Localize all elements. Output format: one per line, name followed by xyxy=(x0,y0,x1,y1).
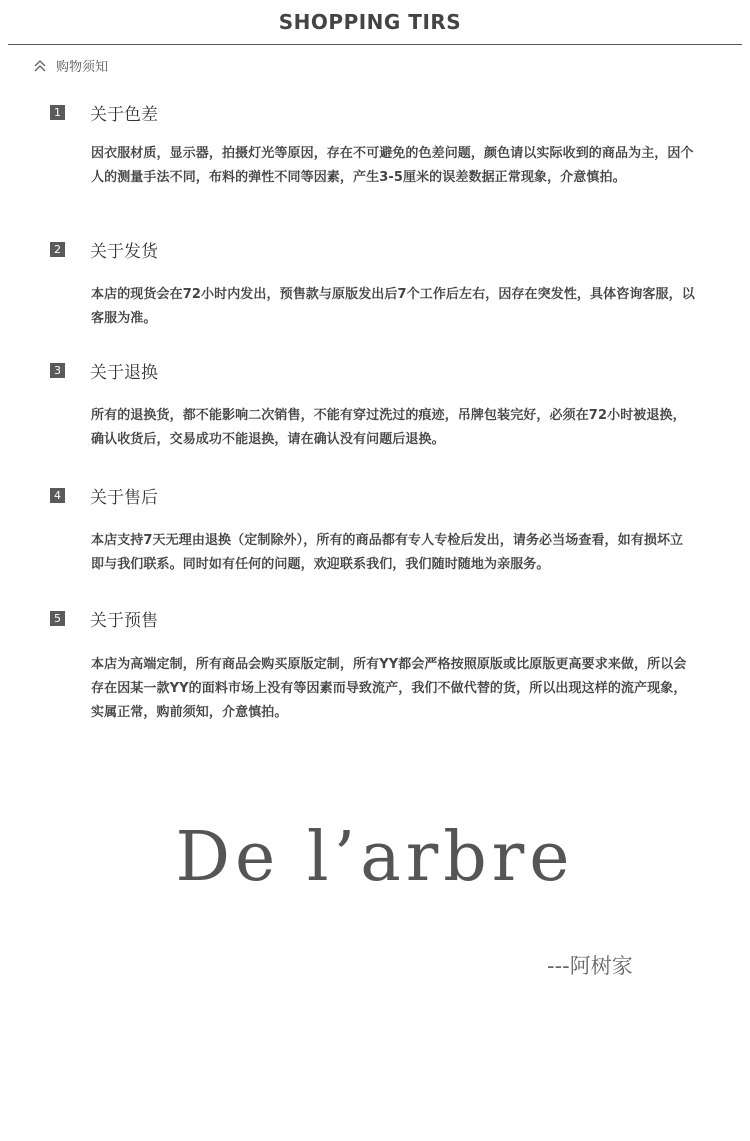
section-title: 关于发货 xyxy=(90,241,158,262)
section-body: 本店的现货会在72小时内发出，预售款与原版发出后7个工作后左右，因存在突发性，具体咨询客服，以客服为准。 xyxy=(91,287,695,326)
section-shipping xyxy=(50,238,700,331)
brand-logo-text: De l’arbre xyxy=(175,818,575,897)
section-header xyxy=(50,359,700,381)
section-body: 本店为高端定制，所有商品会购买原版定制，所有YY都会严格按照原版或比原版更高要求来做，所以会存在因某一款YY的面料市场上没有等因素而导致流产，我们不做代替的货，所以出现这样的流产现象，实属正常，购前须知，介意慎拍。 xyxy=(91,657,687,720)
section-number: 4 xyxy=(50,488,65,503)
section-header xyxy=(50,607,700,629)
header-divider xyxy=(8,44,742,45)
section-number: 5 xyxy=(50,611,65,626)
section-title: 关于售后 xyxy=(90,487,158,508)
section-number: 1 xyxy=(50,105,65,120)
section-title: 关于色差 xyxy=(90,104,158,125)
section-after-sales xyxy=(50,484,700,577)
section-body: 所有的退换货，都不能影响二次销售，不能有穿过洗过的痕迹，吊牌包装完好，必须在72小时被退换，确认收货后，交易成功不能退换，请在确认没有问题后退换。 xyxy=(91,408,686,447)
section-header xyxy=(50,238,700,260)
chevron-up-double-icon xyxy=(32,58,48,74)
section-color-difference xyxy=(50,101,700,190)
section-title: 关于预售 xyxy=(90,610,158,631)
section-number: 2 xyxy=(50,242,65,257)
section-returns xyxy=(50,359,700,452)
section-header xyxy=(50,101,700,123)
section-body: 因衣服材质，显示器，拍摄灯光等原因，存在不可避免的色差问题，颜色请以实际收到的商品为主，因个人的测量手法不同，布料的弹性不同等因素，产生3-5厘米的误差数据正常现象，介意慎拍。 xyxy=(91,146,694,185)
page-title: SHOPPING TIRS xyxy=(278,10,462,34)
breadcrumb-label: 购物须知 xyxy=(56,60,109,75)
section-number: 3 xyxy=(50,363,65,378)
brand-signature: ---阿树家 xyxy=(547,954,633,978)
breadcrumb[interactable] xyxy=(32,56,108,75)
section-title: 关于退换 xyxy=(90,362,158,383)
section-presale xyxy=(50,607,700,725)
section-header xyxy=(50,484,700,506)
section-body: 本店支持7天无理由退换（定制除外），所有的商品都有专人专检后发出，请务必当场查看，如有损坏立即与我们联系。同时如有任何的问题，欢迎联系我们，我们随时随地为亲服务。 xyxy=(91,533,684,572)
